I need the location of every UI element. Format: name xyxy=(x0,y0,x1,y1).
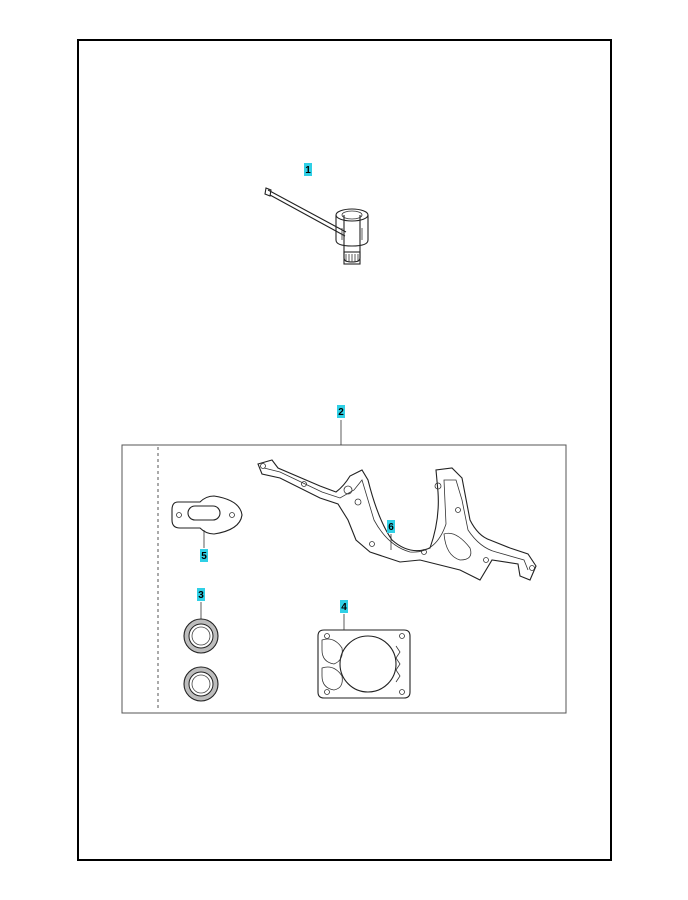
callout-2-label: 2 xyxy=(338,407,344,418)
callout-3-label: 3 xyxy=(198,590,204,601)
callout-1-label: 1 xyxy=(305,165,311,176)
callout-2 xyxy=(337,405,345,418)
callout-5 xyxy=(200,549,208,562)
callout-5-label: 5 xyxy=(201,551,207,562)
callout-4-label: 4 xyxy=(341,602,347,613)
callout-3 xyxy=(197,588,205,601)
callout-6-label: 6 xyxy=(388,522,394,533)
spark-plug-wrench-part xyxy=(265,188,368,264)
muffler-gasket-part xyxy=(172,496,242,548)
cylinder-gasket-part xyxy=(318,614,410,698)
callout-4 xyxy=(340,600,348,613)
callout-1 xyxy=(304,163,312,176)
crankcase-gasket-part xyxy=(258,460,536,580)
callout-6 xyxy=(387,520,395,533)
oil-seal-part xyxy=(184,602,218,701)
